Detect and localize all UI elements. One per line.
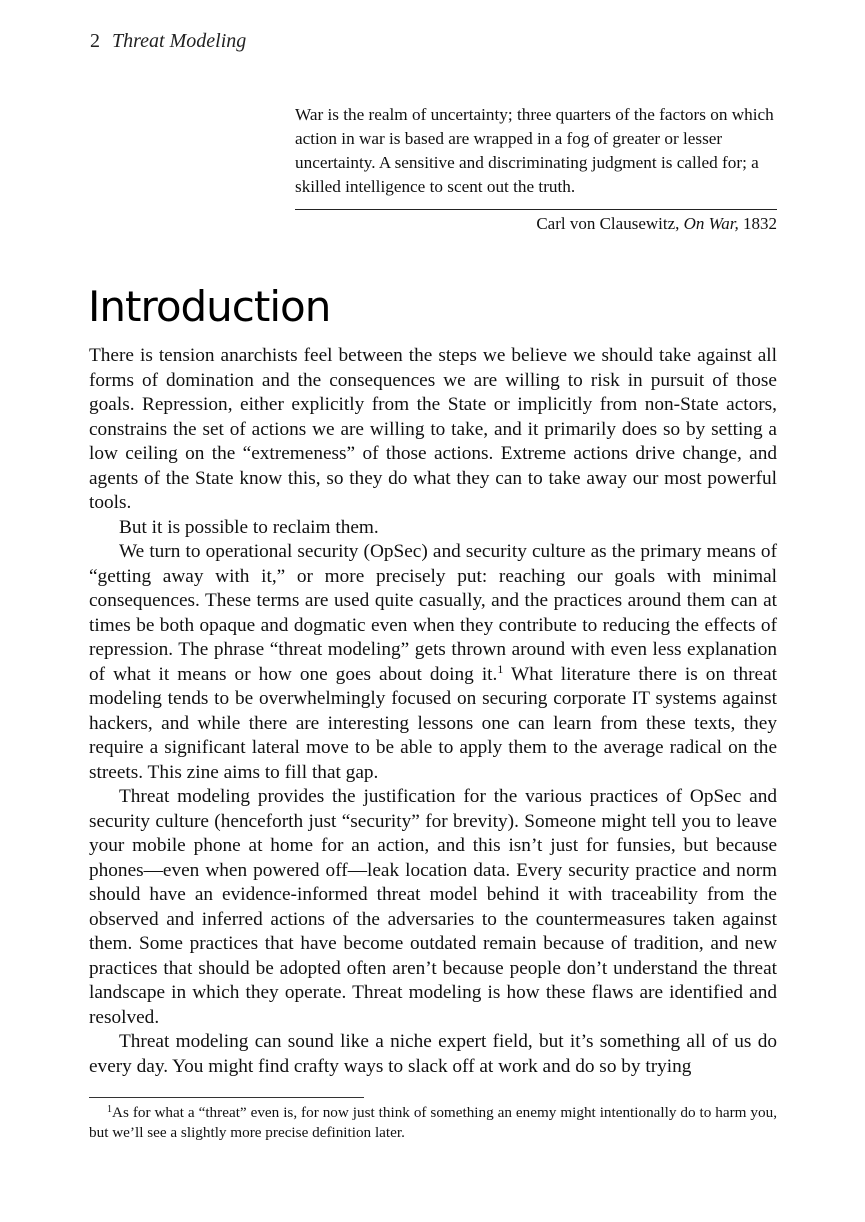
footnote — [89, 1100, 777, 1143]
chapter-title: Introduction — [88, 282, 331, 331]
epigraph-quote: War is the realm of uncertainty; three quarters of the factors on which action in war is based are wrapped in a fog of greater or lesser uncertainty. A sensitive and discriminating judgment is called for; a skilled intelligence to scent out the truth. — [295, 105, 774, 196]
paragraph: Threat modeling provides the justification for the various practices of OpSec and security culture (henceforth just “security” for brevity). Someone might tell you to leave your mobile phone at home for an action, and this isn’t just for funsies, but because phones—even when powered off—leak location data. Every security practice and norm should have an evidence-informed threat model behind it with traceability from the observed and inferred actions of the adversaries to the countermeasures taken against them. Some practices that have become outdated remain because of tradition, and new practices that should be adopted often aren’t because people don’t understand the threat landscape in which they operate. Threat modeling is how these flaws are identified and resolved. — [89, 786, 777, 1028]
paragraph: Threat modeling can sound like a niche expert field, but it’s something all of us do every day. You might find crafty ways to slack off at work and do so by trying — [89, 1031, 777, 1077]
body-text — [89, 344, 777, 1079]
page-number: 2 — [90, 30, 100, 52]
running-header — [90, 30, 246, 53]
footnote-reference[interactable]: 1 — [497, 661, 504, 676]
paragraph-text: What literature there is on threat modeling tends to be overwhelmingly focused on securing corporate IT systems against hackers, and while there are interesting lessons one can learn from these texts, they require a significant lateral move to be able to apply them to the average radical on the streets. This zine aims to fill that gap. — [89, 663, 777, 783]
footnote-rule — [89, 1097, 364, 1098]
epigraph-work: On War, — [683, 214, 739, 233]
footnote-mark: 1 — [107, 1104, 112, 1115]
epigraph-rule — [295, 209, 777, 210]
paragraph-text: We turn to operational security (OpSec) and security culture as the primary means of “getting away with it,” or more precisely put: reaching our goals with minimal consequences. These terms are used quite casually, and the practices around them can at times be both opaque and dogmatic even when they contribute to reducing the effects of repression. The phrase “threat modeling” gets thrown around with even less explanation of what it means or how one goes about doing it. — [89, 541, 777, 685]
epigraph-author: Carl von Clausewitz, — [536, 214, 680, 233]
paragraph: But it is possible to reclaim them. — [119, 516, 379, 538]
epigraph — [295, 103, 777, 236]
epigraph-attribution — [295, 212, 777, 236]
epigraph-year: 1832 — [743, 214, 777, 233]
paragraph — [89, 540, 777, 785]
footnote-text: As for what a “threat” even is, for now just think of something an enemy might intentionally do to harm you, but we’ll see a slightly more precise definition later. — [89, 1104, 777, 1141]
paragraph: There is tension anarchists feel between the steps we believe we should take against all forms of domination and the consequences we are willing to risk in pursuit of those goals. Repression, either explicitly from the State or implicitly from non-State actors, constrains the set of actions we are willing to take, and it primarily does so by setting a low ceiling on the “extremeness” of those actions. Extreme actions drive change, and agents of the State know this, so they do what they can to take away our most powerful tools. — [89, 345, 777, 513]
running-title: Threat Modeling — [112, 30, 247, 52]
